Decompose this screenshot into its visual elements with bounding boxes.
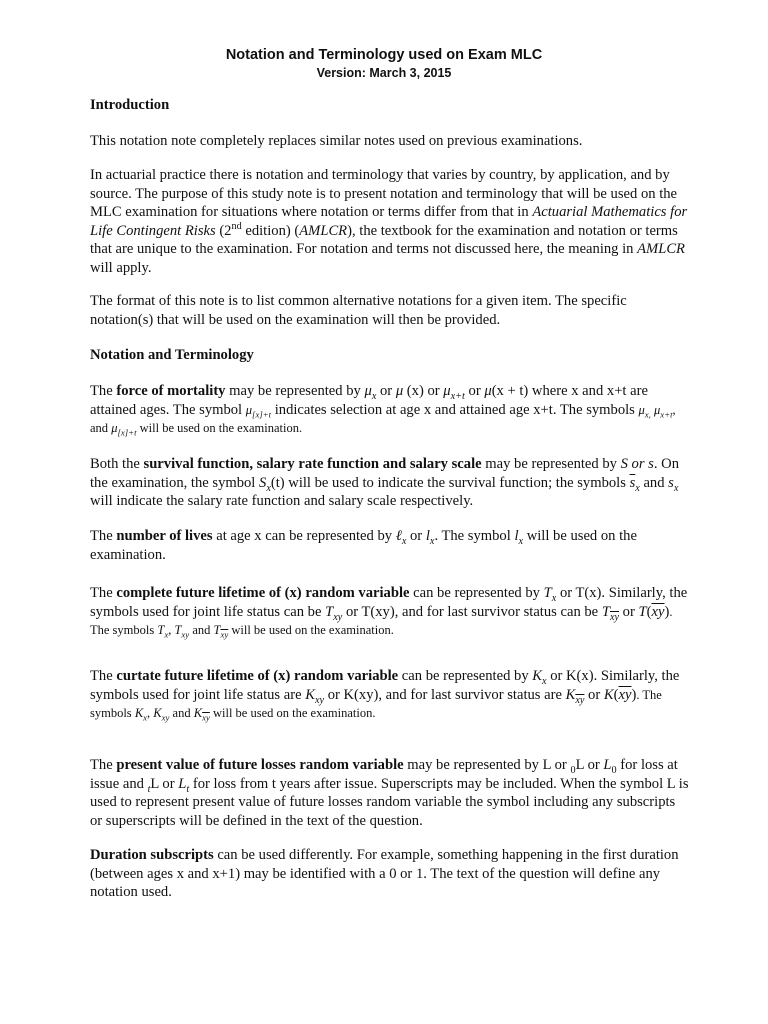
term-complete-future-lifetime: complete future lifetime of (x) random variable [116, 585, 410, 601]
document-title: Notation and Terminology used on Exam MLC [225, 47, 543, 63]
introduction-heading: Introduction [90, 97, 170, 113]
intro-paragraph-1: This notation note completely replaces similar notes used on previous examinations. [90, 133, 583, 149]
complete-future-lifetime-paragraph: The complete future lifetime of (x) random variable can be represented by $T_x$ or T(x). Similarly, the symbols used for joint life status can be $T_{xy}$ or T(xy), and for last survivor status can be $T_{\overline{xy}}$ or $T(\overline{xy})$. The symbols $T_x$, $T_{xy}$ and $T_{\overline{xy}}$ will be used on the examination. [90, 585, 688, 640]
intro-paragraph-3: The format of this note is to list common alternative notations for a given item. The specific notation(s) that will be used on the examination will then be provided. [90, 293, 627, 328]
force-of-mortality-paragraph: The force of mortality may be represented by $\mu_x$ or μ (x) or $\mu_{x+t}$ or μ(x + t) where x and x+t are attained ages. The symbol $\mu_{[x]+t}$ indicates selection at age x and attained age x+t. The symbols $\mu_{x,}$ $\mu_{x+t}$, and $\mu_{[x]+t}$ will be used on the examination. [90, 383, 676, 438]
term-survival-function: survival function, salary rate function and salary scale [143, 456, 482, 472]
curtate-future-lifetime-paragraph: The curtate future lifetime of (x) random variable can be represented by $K_x$ or K(x). Similarly, the symbols used for joint life status are $K_{xy}$ or K(xy), and for last survivor status are $K_{\overline{xy}}$ or $K(\overline{xy})$. The symbols $K_x$, $K_{xy}$ and $K_{\overline{xy}}$ will be used on the examination. [90, 668, 680, 723]
present-value-losses-paragraph: The present value of future losses random variable may be represented by L or $_0$L or $L_0$ for loss at issue and $_t$L or $L_t$ for loss from t years after issue. Superscripts may be included. When the symbol L is used to represent present value of future losses random variable the symbol including any subscripts or superscripts will be defined in the text of the question. [90, 757, 689, 829]
term-present-value-losses: present value of future losses random variable [116, 757, 404, 773]
term-number-of-lives: number of lives [116, 528, 213, 544]
survival-function-paragraph: Both the survival function, salary rate function and salary scale may be represented by S or s. On the examination, the symbol $S_x(t)$ will be used to indicate the survival function; the symbols $\overline{s}_x$ and $s_x$ will indicate the salary rate function and salary scale respectively. [90, 456, 679, 510]
notation-heading: Notation and Terminology [90, 347, 254, 363]
duration-subscripts-paragraph: Duration subscripts can be used differently. For example, something happening in the first duration (between ages x and x+1) may be identified with a 0 or 1. The text of the question will define any notation used. [90, 847, 679, 901]
number-of-lives-paragraph: The number of lives at age x can be represented by ℓ$_x$ or $l_x$. The symbol $l_x$ will be used on the examination. [90, 528, 637, 563]
book-title: Actuarial Mathematics for Life Contingent Risks [90, 204, 688, 239]
intro-paragraph-2: In actuarial practice there is notation and terminology that varies by country, by application, and by source. The purpose of this study note is to present notation and terminology that will be used on the MLC examination for situations where notation or terms differ from that in Actuarial Mathematics for Life Contingent Risks (2nd edition) (AMLCR), the textbook for the examination and notation or terms that are unique to the examination. For notation and terms not discussed here, the meaning in AMLCR will apply. [90, 167, 688, 276]
document-version: Version: March 3, 2015 [316, 66, 452, 80]
term-force-of-mortality: force of mortality [116, 383, 226, 399]
term-curtate-future-lifetime: curtate future lifetime of (x) random variable [116, 668, 399, 684]
term-duration-subscripts: Duration subscripts [90, 847, 214, 863]
